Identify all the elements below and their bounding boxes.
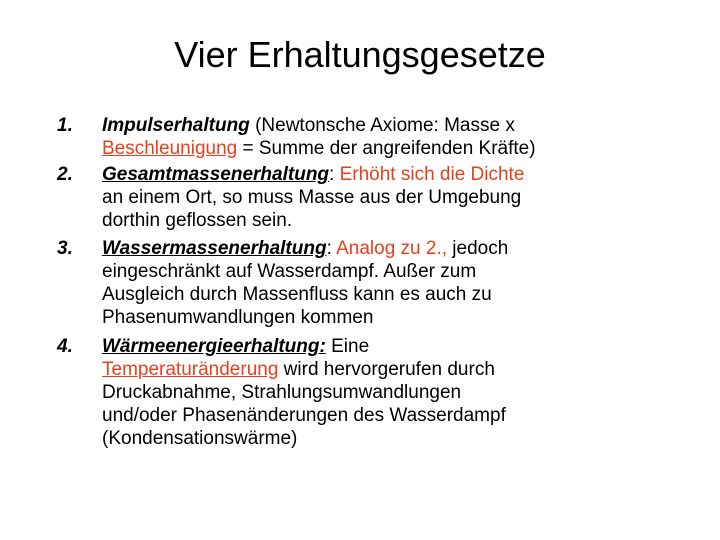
list-number: 3. xyxy=(57,238,73,259)
text-line xyxy=(102,335,672,358)
text-line: (Kondensationswärme) xyxy=(102,428,298,449)
text-segment: = Summe der angreifenden Kräfte) xyxy=(237,138,536,159)
list-item-text xyxy=(102,114,672,160)
highlight-dichte: Erhöht sich die Dichte xyxy=(339,164,525,185)
highlight-beschleunigung: Beschleunigung xyxy=(102,138,238,159)
text-line xyxy=(102,163,672,186)
text-segment: wird hervorgerufen durch xyxy=(278,359,495,380)
text-segment: jedoch xyxy=(447,238,509,259)
term-wassermassenerhaltung: Wassermassenerhaltung xyxy=(102,238,327,259)
term-impulserhaltung: Impulserhaltung xyxy=(102,115,250,136)
text-line: an einem Ort, so muss Masse aus der Umgebung xyxy=(102,187,522,208)
list-number: 1. xyxy=(57,115,73,136)
list-number: 2. xyxy=(57,164,73,185)
text-line: Ausgleich durch Massenfluss kann es auch zu xyxy=(102,284,492,305)
text-line: Druckabnahme, Strahlungsumwandlungen xyxy=(102,382,462,403)
term-gesamtmassenerhaltung: Gesamtmassenerhaltung xyxy=(102,164,330,185)
text-line: eingeschränkt auf Wasserdampf. Außer zum xyxy=(102,261,477,282)
list-item-text xyxy=(102,237,672,329)
text-line: und/oder Phasenänderungen des Wasserdampf xyxy=(102,405,506,426)
text-segment: Eine xyxy=(325,336,370,357)
highlight-temperaturaenderung: Temperaturänderung xyxy=(102,359,279,380)
text-segment: : xyxy=(329,164,340,185)
text-line xyxy=(102,137,672,160)
text-line xyxy=(102,114,672,137)
text-line xyxy=(102,237,672,260)
text-segment: (Newtonsche Axiome: Masse x xyxy=(249,115,515,136)
slide-title: Vier Erhaltungsgesetze xyxy=(174,34,546,75)
text-line: Phasenumwandlungen kommen xyxy=(102,307,374,328)
highlight-analog: Analog zu 2., xyxy=(336,238,448,259)
list-item-text xyxy=(102,163,672,232)
list-number: 4. xyxy=(57,336,73,357)
list-item-text xyxy=(102,335,672,450)
text-line: dorthin geflossen sein. xyxy=(102,210,293,231)
text-segment: : xyxy=(326,238,337,259)
text-line xyxy=(102,358,672,381)
term-waermeenergieerhaltung: Wärmeenergieerhaltung: xyxy=(102,336,326,357)
